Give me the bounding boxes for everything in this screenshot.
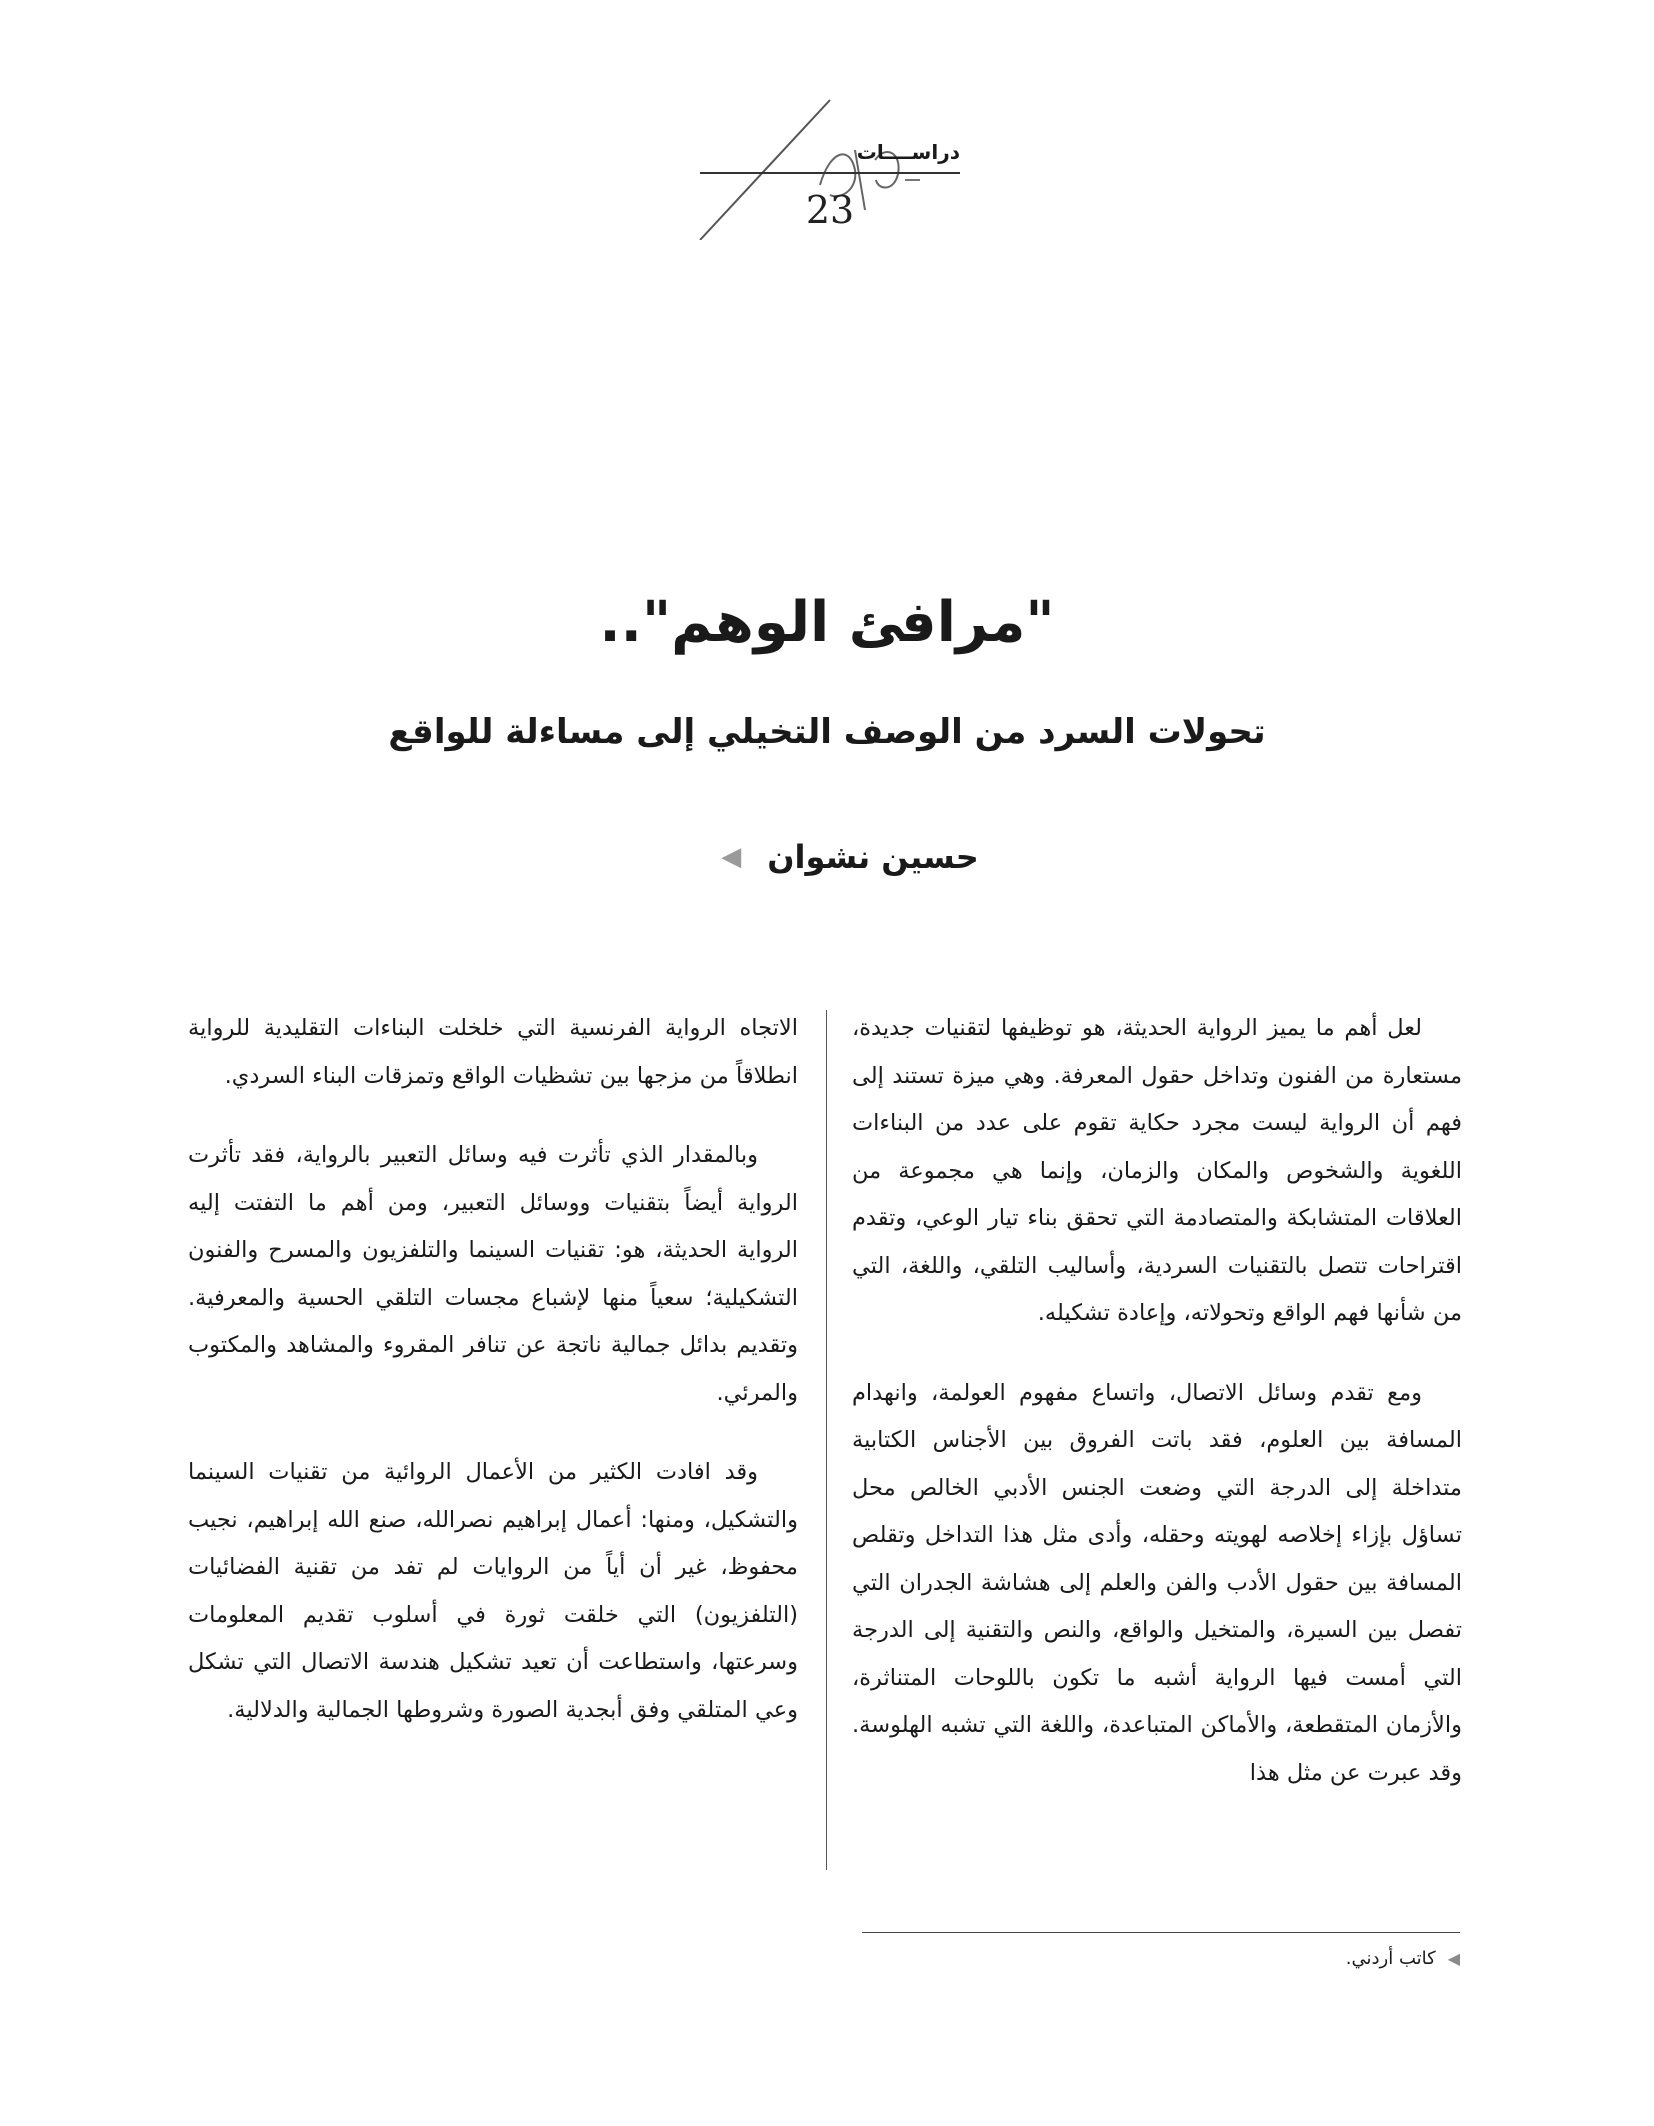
footnote-text: كاتب أردني. xyxy=(1345,1948,1436,1969)
body-column-left xyxy=(188,1005,798,1766)
article-title: "مرافئ الوهم".. xyxy=(599,590,1055,655)
paragraph: لعل أهم ما يميز الرواية الحديثة، هو توظيفها لتقنيات جديدة، مستعارة من الفنون وتداخل حقول المعرفة. وهي ميزة تستند إلى فهم أن الرواية ليست مجرد حكاية تقوم على عدد من البناءات اللغوية والشخوص والمكان والزمان، وإنما هي مجموعة من العلاقات المتشابكة والمتصادمة التي تحقق بناء تيار الوعي، وتقدم اقتراحات تتصل بالتقنيات السردية، وأساليب التلقي، واللغة، التي من شأنها فهم الواقع وتحولاته، وإعادة تشكيله. xyxy=(852,1015,1462,1326)
page-number: 23 xyxy=(805,188,855,232)
paragraph: وقد افادت الكثير من الأعمال الروائية من تقنيات السينما والتشكيل، ومنها: أعمال إبراهيم نصرالله، صنع الله إبراهيم، نجيب محفوظ، غير أن أياً من الروايات لم تفد من تقنية الفضائيات (التلفزيون) التي خلقت ثورة في أسلوب تقديم المعلومات وسرعتها، واستطاعت أن تعيد تشكيل هندسة الاتصال التي تشكل وعي المتلقي وفق أبجدية الصورة وشروطها الجمالية والدلالية. xyxy=(188,1459,798,1723)
article-subtitle: تحولات السرد من الوصف التخيلي إلى مساءلة للواقع xyxy=(388,712,1266,752)
paragraph: ومع تقدم وسائل الاتصال، واتساع مفهوم العولمة، وانهدام المسافة بين العلوم، فقد باتت الفروق بين الأجناس الكتابية متداخلة إلى الدرجة التي وضعت الجنس الأدبي الخالص محل تساؤل بإزاء إخلاصه لهويته وحقله، وأدى مثل هذا التداخل وتقلص المسافة بين حقول الأدب والفن والعلم إلى هشاشة الجدران التي تفصل بين السيرة، والمتخيل والواقع، والنص والتقنية إلى الدرجة التي أمست فيها الرواية أشبه ما تكون باللوحات المتناثرة، والأزمان المتقطعة، والأماكن المتباعدة، واللغة التي تشبه الهلوسة. وقد عبرت عن مثل هذا xyxy=(852,1379,1462,1786)
author-name: حسين نشوان xyxy=(767,838,979,876)
body-column-right xyxy=(852,1005,1462,1829)
pointer-arrow-icon: ◀ xyxy=(1447,1949,1460,1968)
paragraph: وبالمقدار الذي تأثرت فيه وسائل التعبير بالرواية، فقد تأثرت الرواية أيضاً بتقنيات ووسائل التعبير، ومن أهم ما التفتت إليه الرواية الحديثة، هو: تقنيات السينما والتلفزيون والمسرح والفنون التشكيلية؛ سعياً منها لإشباع مجسات التلقي الحسية والمعرفية. وتقديم بدائل جمالية ناتجة عن تنافر المقروء والمشاهد والمكتوب والمرئي. xyxy=(188,1142,798,1406)
column-divider xyxy=(826,1010,827,1870)
pointer-arrow-icon: ◀ xyxy=(721,842,742,872)
paragraph: الاتجاه الرواية الفرنسية التي خلخلت البناءات التقليدية للرواية انطلاقاً من مزجها بين تشظيات الواقع وتمزقات البناء السردي. xyxy=(188,1015,798,1089)
footnote-rule xyxy=(862,1932,1460,1933)
section-label: دراســــات xyxy=(856,140,960,164)
author-byline xyxy=(600,838,1100,876)
header-rule xyxy=(700,172,960,174)
footnote xyxy=(862,1948,1460,1969)
